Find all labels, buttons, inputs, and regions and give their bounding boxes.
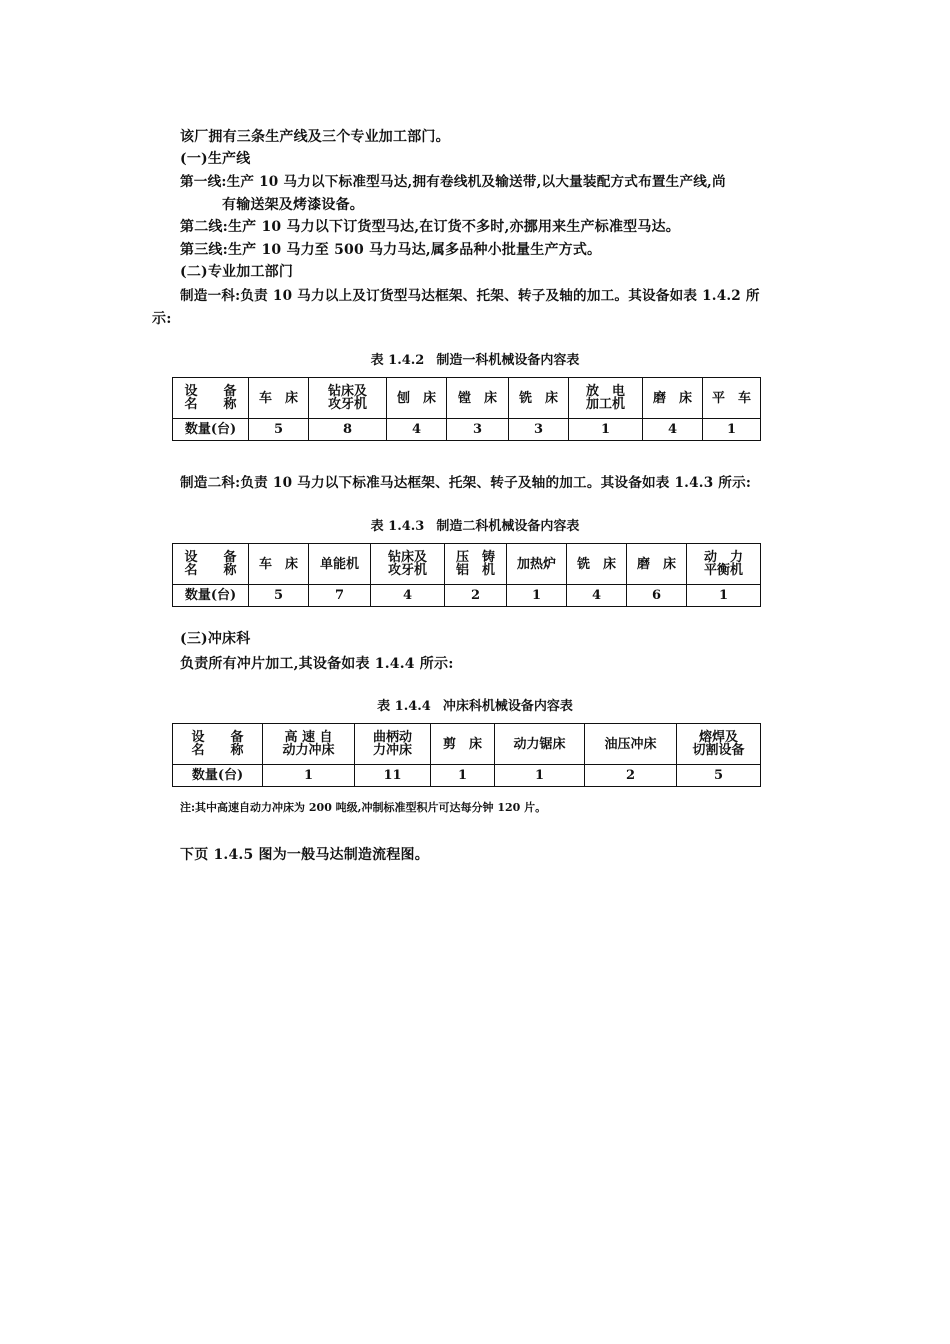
table-3-title: 冲床科机械设备内容表 (442, 699, 573, 714)
header-label-cell: 设 备 名 称 (173, 544, 249, 585)
equipment-name-cell: 铣 床 (509, 378, 569, 419)
equipment-name-cell: 熔焊及 切割设备 (677, 724, 761, 765)
header-label-cell: 设 备 名 称 (173, 378, 249, 419)
equipment-name-cell: 剪 床 (431, 724, 495, 765)
equipment-name-cell: 油压冲床 (585, 724, 677, 765)
intro-paragraph: 该厂拥有三条生产线及三个专业加工部门。 (180, 129, 450, 145)
count-cell: 3 (509, 419, 569, 441)
equipment-table-2 (172, 543, 761, 607)
dept-3-text: 负责所有冲片加工,其设备如表 1.4.4 所示: (180, 656, 454, 672)
equipment-table-1 (172, 377, 761, 441)
header-label-cell: 设 备 名 称 (173, 724, 263, 765)
count-cell: 4 (387, 419, 447, 441)
equipment-name-cell: 压 铸 铝 机 (445, 544, 507, 585)
count-cell: 1 (495, 765, 585, 787)
equipment-name-cell: 钻床及 攻牙机 (371, 544, 445, 585)
equipment-name-cell: 镗 床 (447, 378, 509, 419)
equipment-name-cell: 磨 床 (643, 378, 703, 419)
table-row-count (173, 765, 761, 787)
count-cell: 1 (687, 585, 761, 607)
dept-1-continuation: 示: (152, 311, 172, 327)
count-cell: 6 (627, 585, 687, 607)
equipment-name-cell: 放 电 加工机 (569, 378, 643, 419)
table-row-header (173, 544, 761, 585)
count-cell: 1 (703, 419, 761, 441)
equipment-name-cell: 动 力 平衡机 (687, 544, 761, 585)
equipment-name-cell: 加热炉 (507, 544, 567, 585)
table-3-number: 表 1.4.4 (377, 699, 431, 714)
count-cell: 4 (567, 585, 627, 607)
count-cell: 11 (355, 765, 431, 787)
count-cell: 2 (445, 585, 507, 607)
table-1-title: 制造一科机械设备内容表 (436, 353, 580, 368)
table-3-note: 注:其中高速自动力冲床为 200 吨级,冲制标准型积片可达每分钟 120 片。 (180, 801, 547, 814)
table-3-caption (0, 699, 950, 715)
equipment-name-cell: 曲柄动 力冲床 (355, 724, 431, 765)
count-label-cell: 数量(台) (173, 585, 249, 607)
equipment-name-cell: 车 床 (249, 544, 309, 585)
equipment-name-cell: 动力锯床 (495, 724, 585, 765)
count-cell: 7 (309, 585, 371, 607)
count-cell: 5 (249, 419, 309, 441)
count-cell: 8 (309, 419, 387, 441)
dept-2-text: 制造二科:负责 10 马力以下标准马达框架、托架、转子及轴的加工。其设备如表 1.4.3 所示: (180, 475, 752, 491)
table-1-caption (0, 353, 950, 369)
count-cell: 1 (569, 419, 643, 441)
count-cell: 2 (585, 765, 677, 787)
line-1-continuation: 有输送架及烤漆设备。 (222, 197, 364, 213)
table-2-number: 表 1.4.3 (370, 519, 425, 534)
line-2-text: 第二线:生产 10 马力以下订货型马达,在订货不多时,亦挪用来生产标准型马达。 (180, 219, 680, 235)
equipment-table-3 (172, 723, 761, 787)
table-2-caption (0, 519, 950, 535)
equipment-name-cell: 平 车 (703, 378, 761, 419)
section-1-heading: (一)生产线 (180, 151, 251, 167)
equipment-name-cell: 单能机 (309, 544, 371, 585)
section-3-heading: (三)冲床科 (180, 631, 251, 647)
table-1-number: 表 1.4.2 (370, 353, 425, 368)
equipment-name-cell: 钻床及 攻牙机 (309, 378, 387, 419)
count-label-cell: 数量(台) (173, 765, 263, 787)
count-cell: 4 (643, 419, 703, 441)
count-cell: 4 (371, 585, 445, 607)
closing-sentence: 下页 1.4.5 图为一般马达制造流程图。 (180, 847, 429, 863)
dept-1-text: 制造一科:负责 10 马力以上及订货型马达框架、托架、转子及轴的加工。其设备如表 1.4.2 所 (180, 288, 760, 304)
table-row-header (173, 724, 761, 765)
count-cell: 1 (431, 765, 495, 787)
count-cell: 1 (507, 585, 567, 607)
count-cell: 3 (447, 419, 509, 441)
equipment-name-cell: 刨 床 (387, 378, 447, 419)
line-3-text: 第三线:生产 10 马力至 500 马力马达,属多品种小批量生产方式。 (180, 242, 602, 258)
line-1-text: 第一线:生产 10 马力以下标准型马达,拥有卷线机及输送带,以大量装配方式布置生产线,尚 (180, 174, 726, 190)
table-row-header (173, 378, 761, 419)
table-2-title: 制造二科机械设备内容表 (436, 519, 580, 534)
equipment-name-cell: 高 速 自 动力冲床 (263, 724, 355, 765)
count-cell: 5 (249, 585, 309, 607)
equipment-name-cell: 车 床 (249, 378, 309, 419)
count-cell: 5 (677, 765, 761, 787)
count-label-cell: 数量(台) (173, 419, 249, 441)
equipment-name-cell: 磨 床 (627, 544, 687, 585)
table-row-count (173, 585, 761, 607)
equipment-name-cell: 铣 床 (567, 544, 627, 585)
count-cell: 1 (263, 765, 355, 787)
table-row-count (173, 419, 761, 441)
section-2-heading: (二)专业加工部门 (180, 264, 294, 280)
